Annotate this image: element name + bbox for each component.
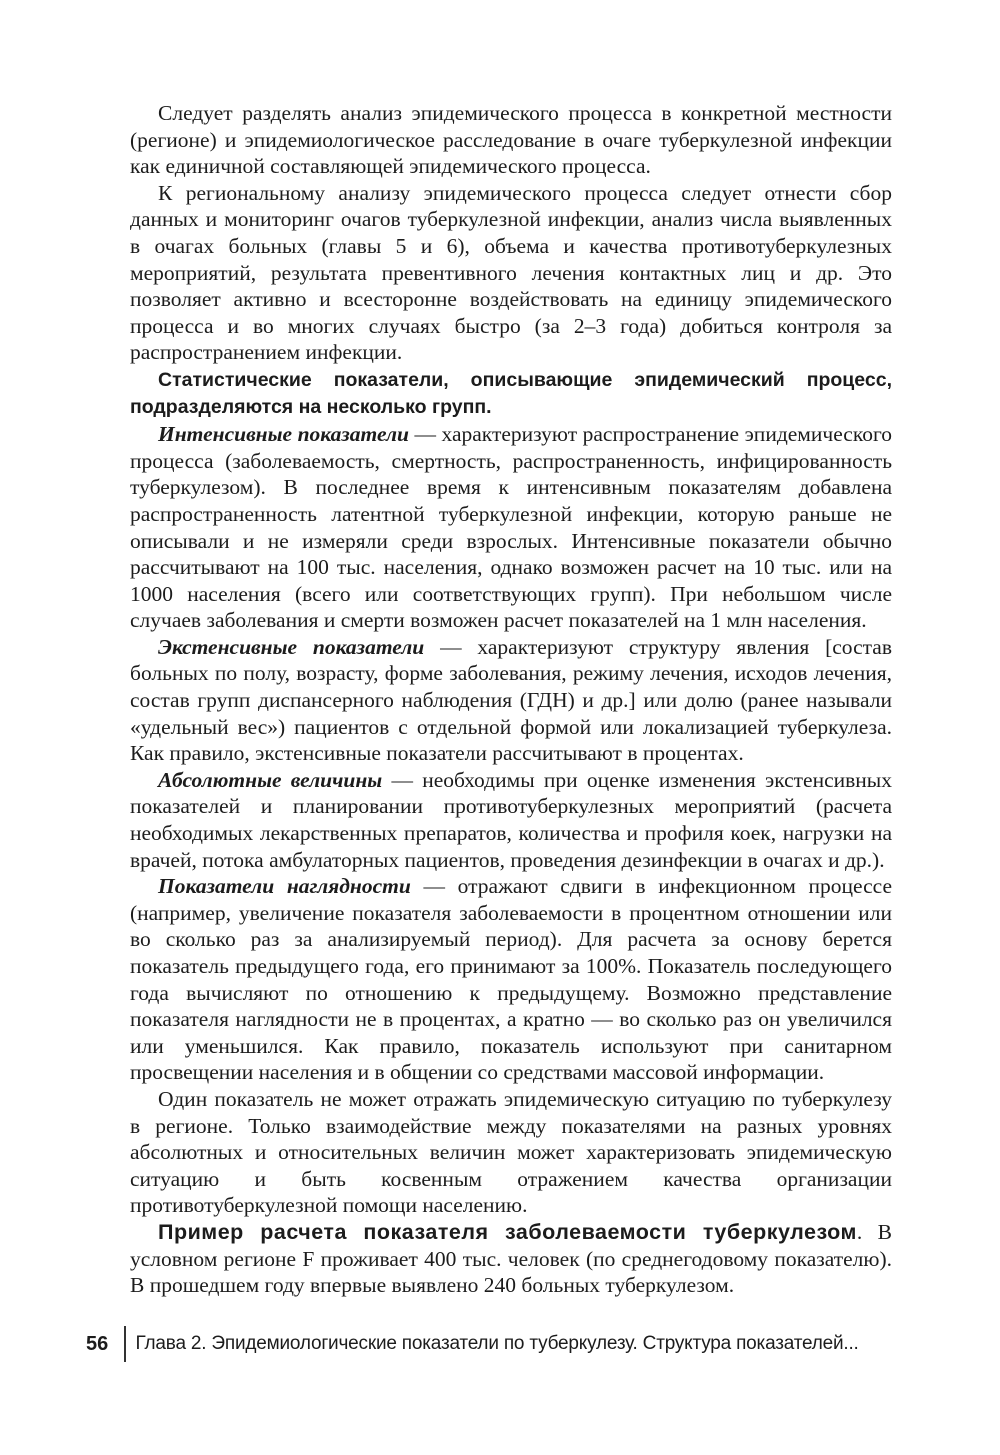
page-body	[130, 100, 892, 1299]
text-intensive: — характеризуют распространение эпидемического процесса (заболеваемость, смертность, распространенность, инфицированность туберкулезом). В последнее время к интенсивным показателям добавлена распространенность латентной туберкулезной инфекции, которую раньше не описывали и не измеряли среди взрослых. Интенсивные показатели обычно рассчитывают на 100 тыс. населения, однако возможен расчет на 10 тыс. или на 1000 населения (всего или соответствующих групп). При небольшом числе случаев заболевания и смерти возможен расчет показателей на 1 млн населения.	[130, 422, 892, 633]
page-footer	[86, 1326, 859, 1362]
section-heading: Статистические показатели, описывающие эпидемический процесс, подразделяются на несколько групп.	[130, 368, 892, 418]
example-heading: Пример расчета показателя заболеваемости туберкулезом	[158, 1219, 857, 1244]
term-absolute: Абсолютные величины	[158, 767, 383, 792]
text-extensive: — характеризуют структуру явления [состав больных по полу, возрасту, форме заболевания, режиму лечения, исходов лечения, состав групп диспансерного наблюдения (ГДН) и др.] или долю (ранее называли «удельный вес») пациентов с отдельной формой или локализацией туберкулеза. Как правило, экстенсивные показатели рассчитывают в процентах.	[130, 634, 892, 766]
text-absolute: — необходимы при оценке изменения экстенсивных показателей и планировании противотуберкулезных мероприятий (расчета необходимых лекарственных препаратов, количества и профиля коек, нагрузки на врачей, потока амбулаторных пациентов, проведения дезинфекции в очагах и др.).	[130, 767, 892, 872]
running-title: Глава 2. Эпидемиологические показатели по туберкулезу. Структура показателей...	[135, 1333, 859, 1354]
paragraph-regional-analysis: К региональному анализу эпидемического процесса следует отнести сбор данных и мониторинг очагов туберкулезной инфекции, анализ числа выявленных в очагах больных (главы 5 и 6), объема и качества противотуберкулезных мероприятий, результата превентивного лечения контактных лиц и др. Это позволяет активно и всесторонне воздействовать на единицу эпидемического процесса и во многих случаях быстро (за 2–3 года) добиться контроля за распространением инфекции.	[130, 180, 892, 365]
paragraph-example	[130, 1219, 892, 1299]
term-intensive: Интенсивные показатели	[158, 422, 409, 447]
term-visual: Показатели наглядности	[158, 874, 411, 899]
example-text: . В условном регионе F проживает 400 тыс. человек (по среднегодовому показателю). В прошедшем году впервые выявлено 240 больных туберкулезом.	[130, 1219, 892, 1298]
paragraph-intensive	[130, 421, 892, 634]
paragraph-extensive	[130, 634, 892, 767]
paragraph-single-indicator: Один показатель не может отражать эпидемическую ситуацию по туберкулезу в регионе. Только взаимодействие между показателями на разных уровнях абсолютных и относительных величин может характеризовать эпидемическую ситуацию и быть косвенным отражением качества организации противотуберкулезной помощи населению.	[130, 1086, 892, 1218]
paragraph-absolute	[130, 767, 892, 873]
page-number: 56	[86, 1332, 109, 1355]
term-extensive: Экстенсивные показатели	[158, 634, 425, 659]
paragraph-visual	[130, 873, 892, 1086]
footer-divider	[124, 1326, 126, 1362]
text-visual: — отражают сдвиги в инфекционном процессе (например, увеличение показателя заболеваемости в процентном отношении или во сколько раз за анализируемый период). Для расчета за основу берется показатель предыдущего года, его принимают за 100%. Показатель последующего года вычисляют по отношению к предыдущему. Возможно представление показателя наглядности не в процентах, а кратно — во сколько раз он увеличился или уменьшился. Как правило, показатель используют при санитарном просвещении населения и в общении со средствами массовой информации.	[130, 874, 892, 1085]
paragraph-regional-vs-focus: Следует разделять анализ эпидемического процесса в конкретной местности (регионе) и эпидемиологическое расследование в очаге туберкулезной инфекции как единичной составляющей эпидемического процесса.	[130, 101, 892, 179]
